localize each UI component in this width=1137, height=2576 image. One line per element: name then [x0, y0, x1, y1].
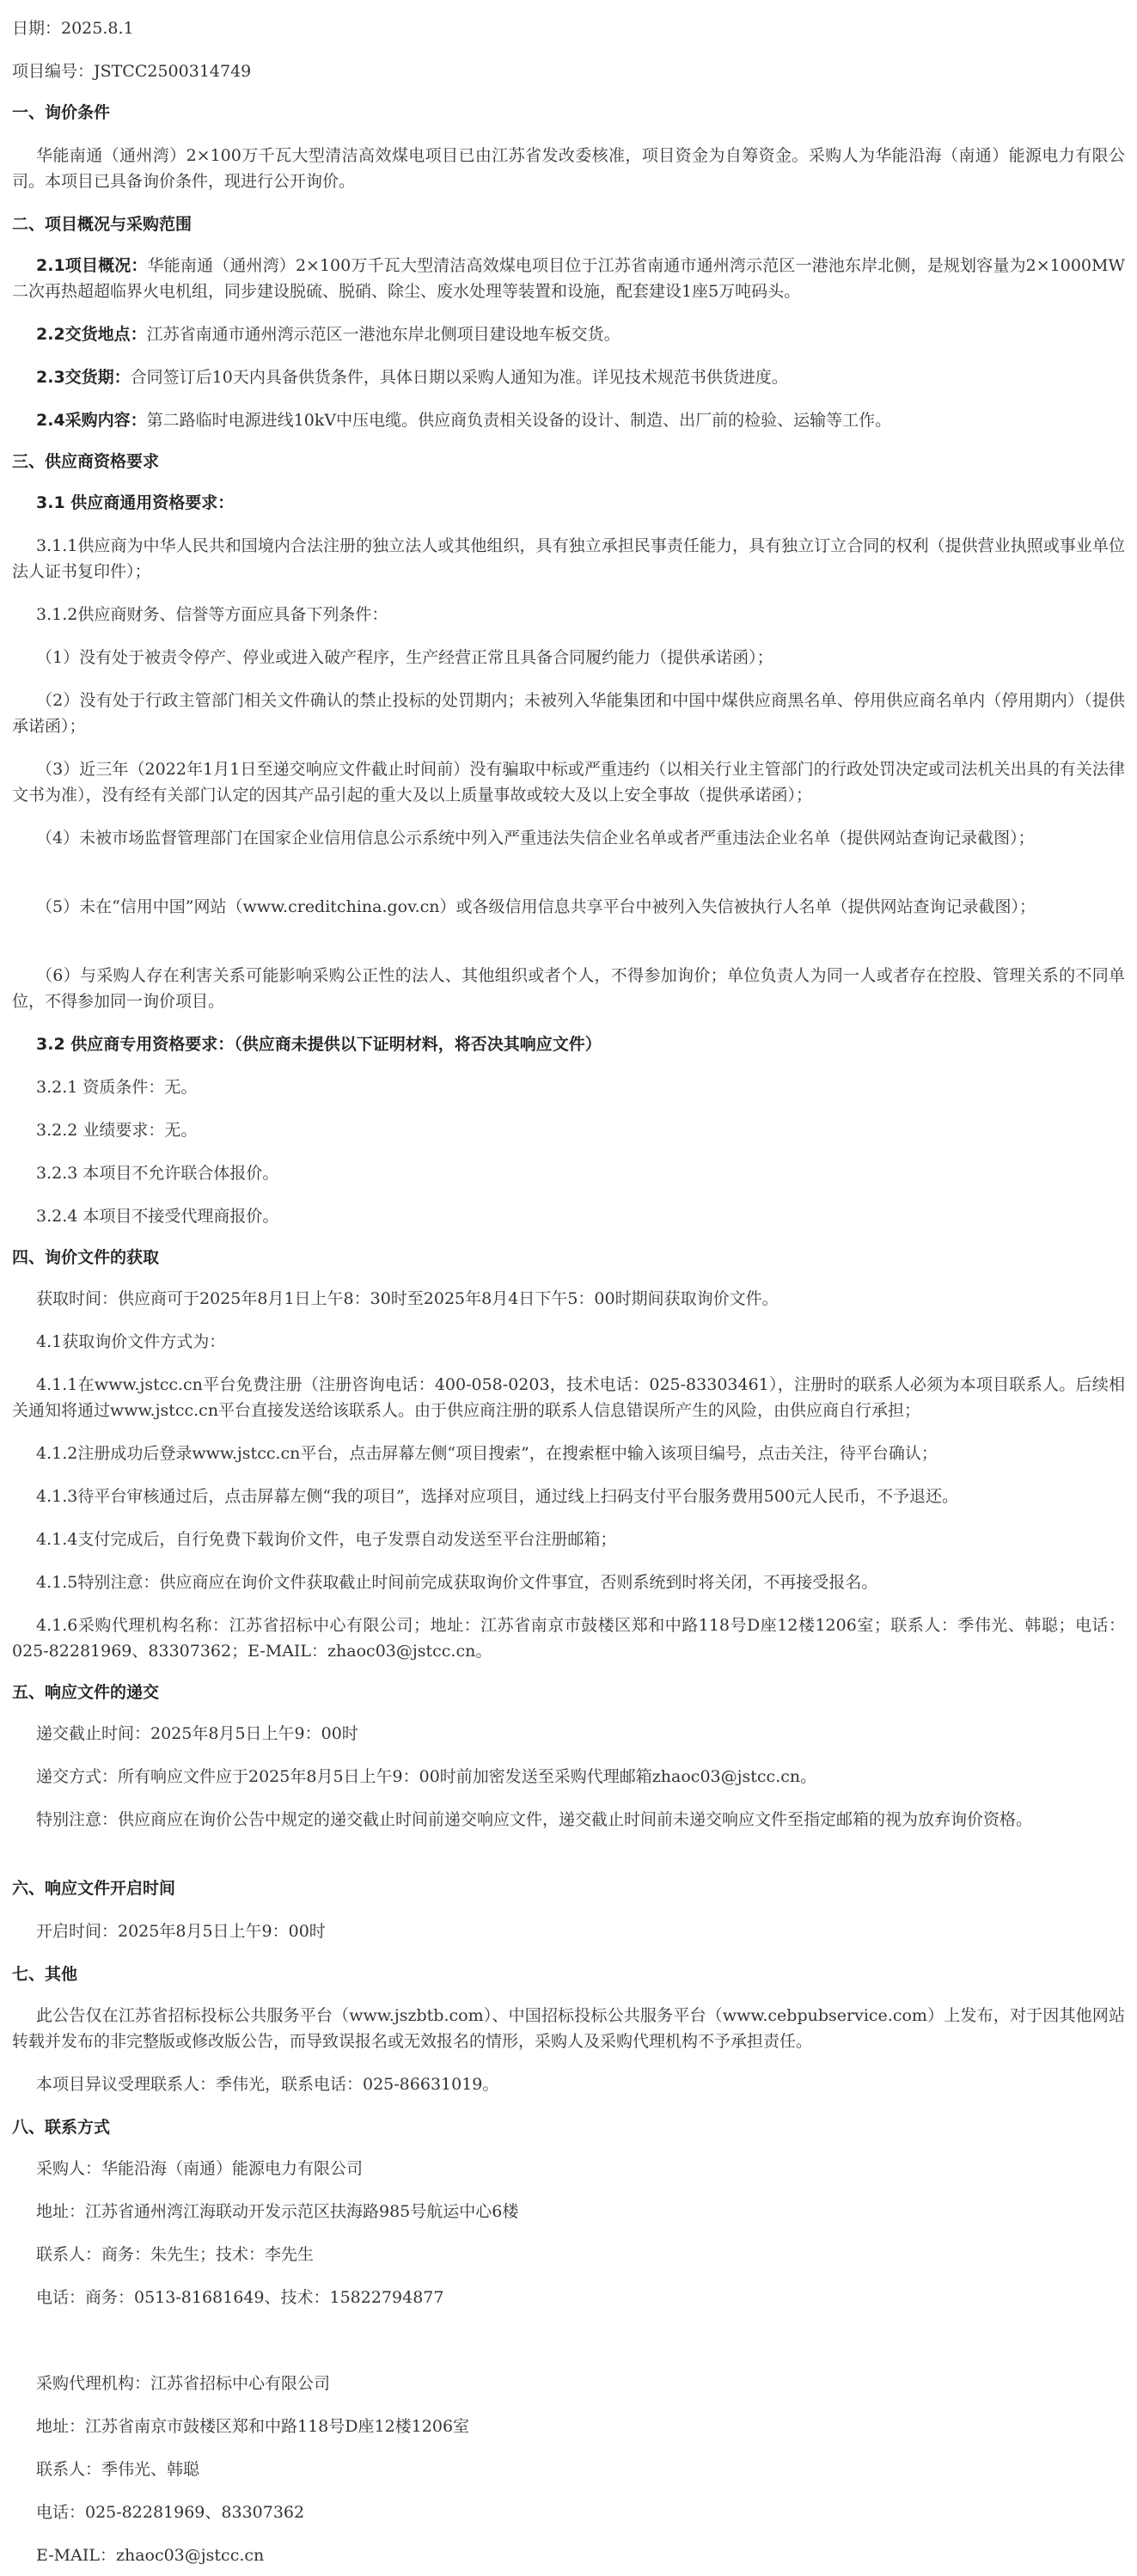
- delivery-location-item: [12, 321, 1125, 347]
- section-title-opening-time: 六、响应文件开启时间: [12, 1879, 176, 1898]
- section-title-supplier-qualifications: 三、供应商资格要求: [12, 452, 160, 471]
- item-label: 2.1项目概况：: [36, 256, 148, 275]
- obtain-time: 获取时间：供应商可于2025年8月1日上午8：30时至2025年8月4日下午5：00时期间获取询价文件。: [36, 1289, 779, 1308]
- obtain-step-4-1-5: 4.1.5特别注意：供应商应在询价文件获取截止时间前完成获取询价文件事宜，否则系统到时将关闭，不再接受报名。: [36, 1573, 878, 1592]
- condition-2: （2）没有处于行政主管部门相关文件确认的禁止投标的处罚期内；未被列入华能集团和中国中煤供应商黑名单、停用供应商名单内（停用期内）（提供承诺函）；: [12, 691, 1125, 736]
- buyer-address: 地址：江苏省通州湾江海联动开发示范区扶海路985号航运中心6楼: [36, 2202, 519, 2221]
- qualification-3-1-1: 3.1.1供应商为中华人民共和国境内合法注册的独立法人或其他组织，具有独立承担民事责任能力，具有独立订立合同的权利（提供营业执照或事业单位法人证书复印件）；: [12, 536, 1125, 581]
- agent-name: 采购代理机构：江苏省招标中心有限公司: [36, 2374, 331, 2393]
- agent-email: E-MAIL：zhaoc03@jstcc.cn: [36, 2546, 265, 2565]
- obtain-step-4-1-2: 4.1.2注册成功后登录www.jstcc.cn平台，点击屏幕左侧“项目搜索”，在搜索框中输入该项目编号，点击关注，待平台确认；: [36, 1444, 938, 1463]
- condition-4: （4）未被市场监督管理部门在国家企业信用信息公示系统中列入严重违法失信企业名单或者严重违法企业名单（提供网站查询记录截图）；: [36, 829, 1035, 847]
- condition-3: （3）近三年（2022年1月1日至递交响应文件截止时间前）没有骗取中标或严重违约（以相关行业主管部门的行政处罚决定或司法机关出具的有关法律文书为准），没有经有关部门认定的因其产品引起的重大及以上质量事故或较大及以上安全事故（提供承诺函）；: [12, 760, 1125, 805]
- obtain-step-4-1-4: 4.1.4支付完成后，自行免费下载询价文件，电子发票自动发送至平台注册邮箱；: [36, 1530, 617, 1549]
- buyer-name: 采购人：华能沿海（南通）能源电力有限公司: [36, 2159, 364, 2178]
- item-label: 2.2交货地点：: [36, 325, 147, 344]
- item-label: 2.3交货期：: [36, 368, 131, 387]
- qualification-3-2-1: 3.2.1 资质条件：无。: [36, 1078, 198, 1097]
- item-text: 江苏省南通市通州湾示范区一港池东岸北侧项目建设地车板交货。: [146, 325, 620, 344]
- qualification-3-2-4: 3.2.4 本项目不接受代理商报价。: [36, 1207, 279, 1226]
- delivery-period-item: [12, 364, 1125, 390]
- agent-address: 地址：江苏省南京市鼓楼区郑和中路118号D座12楼1206室: [36, 2417, 470, 2436]
- qualification-3-1-2: 3.1.2供应商财务、信誉等方面应具备下列条件：: [36, 605, 388, 624]
- obtain-method: 4.1获取询价文件方式为：: [36, 1332, 226, 1351]
- section-title-project-overview: 二、项目概况与采购范围: [12, 215, 193, 234]
- publication-notice: 此公告仅在江苏省招标投标公共服务平台（www.jszbtb.com）、中国招标投标公共服务平台（www.cebpubservice.com）上发布，对于因其他网站转载并发布的非完整版或修改版公告，而导致误报名或无效报名的情形，采购人及采购代理机构不予承担责任。: [12, 2006, 1125, 2051]
- item-text: 第二路临时电源进线10kV中压电缆。供应商负责相关设备的设计、制造、出厂前的检验、运输等工作。: [146, 411, 892, 430]
- obtain-step-4-1-6: 4.1.6采购代理机构名称：江苏省招标中心有限公司；地址：江苏省南京市鼓楼区郑和中路118号D座12楼1206室；联系人：季伟光、韩聪；电话：025-82281969、83307362；E-MAIL：zhaoc03@jstcc.cn。: [12, 1616, 1125, 1661]
- section-title-contacts: 八、联系方式: [12, 2118, 111, 2137]
- qualification-3-2-3: 3.2.3 本项目不允许联合体报价。: [36, 1164, 279, 1183]
- project-number: 项目编号：JSTCC2500314749: [12, 62, 252, 81]
- item-text: 华能南通（通州湾）2×100万千瓦大型清洁高效煤电项目位于江苏省南通市通州湾示范区一港池东岸北侧，是规划容量为2×1000MW二次再热超超临界火电机组，同步建设脱硫、脱硝、除尘、废水处理等装置和设施，配套建设1座5万吨码头。: [12, 256, 1125, 301]
- submission-deadline: 递交截止时间：2025年8月5日上午9：00时: [36, 1724, 358, 1743]
- condition-5: （5）未在“信用中国”网站（www.creditchina.gov.cn）或各级信用信息共享平台中被列入失信被执行人名单（提供网站查询记录截图）；: [36, 897, 1036, 916]
- section-title-obtain-documents: 四、询价文件的获取: [12, 1248, 160, 1267]
- procurement-content-item: [12, 407, 1125, 433]
- buyer-phone: 电话：商务：0513-81681649、技术：15822794877: [36, 2288, 444, 2307]
- qualification-3-2-2: 3.2.2 业绩要求：无。: [36, 1121, 198, 1140]
- objection-contact: 本项目异议受理联系人：季伟光，联系电话：025-86631019。: [36, 2075, 499, 2094]
- section-title-submission: 五、响应文件的递交: [12, 1683, 160, 1702]
- subsection-special-qualifications: 3.2 供应商专用资格要求：（供应商未提供以下证明材料，将否决其响应文件）: [36, 1035, 602, 1054]
- submission-method: 递交方式：所有响应文件应于2025年8月5日上午9：00时前加密发送至采购代理邮箱zhaoc03@jstcc.cn。: [36, 1767, 817, 1786]
- announcement-date: 日期：2025.8.1: [12, 19, 134, 38]
- opening-time: 开启时间：2025年8月5日上午9：00时: [36, 1922, 326, 1941]
- buyer-contact: 联系人：商务：朱先生；技术：李先生: [36, 2245, 315, 2264]
- section-title-others: 七、其他: [12, 1965, 78, 1984]
- obtain-step-4-1-3: 4.1.3待平台审核通过后，点击屏幕左侧“我的项目”，选择对应项目，通过线上扫码支付平台服务费用500元人民币，不予退还。: [36, 1487, 959, 1506]
- condition-1: （1）没有处于被责令停产、停业或进入破产程序，生产经营正常且具备合同履约能力（提供承诺函）；: [36, 648, 773, 667]
- submission-notice: 特别注意：供应商应在询价公告中规定的递交截止时间前递交响应文件，递交截止时间前未递交响应文件至指定邮箱的视为放弃询价资格。: [36, 1810, 1033, 1829]
- agent-contact: 联系人：季伟光、韩聪: [36, 2460, 200, 2479]
- subsection-general-qualifications: 3.1 供应商通用资格要求：: [36, 493, 235, 512]
- project-overview-item: [12, 253, 1125, 304]
- agent-phone: 电话：025-82281969、83307362: [36, 2503, 305, 2522]
- condition-6: （6）与采购人存在利害关系可能影响采购公正性的法人、其他组织或者个人，不得参加询价；单位负责人为同一人或者存在控股、管理关系的不同单位，不得参加同一询价项目。: [12, 966, 1125, 1011]
- inquiry-conditions-text: 华能南通（通州湾）2×100万千瓦大型清洁高效煤电项目已由江苏省发改委核准，项目资金为自筹资金。采购人为华能沿海（南通）能源电力有限公司。本项目已具备询价条件，现进行公开询价。: [12, 146, 1125, 191]
- section-title-inquiry-conditions: 一、询价条件: [12, 103, 111, 122]
- item-text: 合同签订后10天内具备供货条件，具体日期以采购人通知为准。详见技术规范书供货进度。: [130, 368, 788, 387]
- obtain-step-4-1-1: 4.1.1在www.jstcc.cn平台免费注册（注册咨询电话：400-058-0203，技术电话：025-83303461），注册时的联系人必须为本项目联系人。后续相关通知将通过www.jstcc.cn平台直接发送给该联系人。由于供应商注册的联系人信息错误所产生的风险，由供应商自行承担；: [12, 1375, 1125, 1420]
- item-label: 2.4采购内容：: [36, 411, 147, 430]
